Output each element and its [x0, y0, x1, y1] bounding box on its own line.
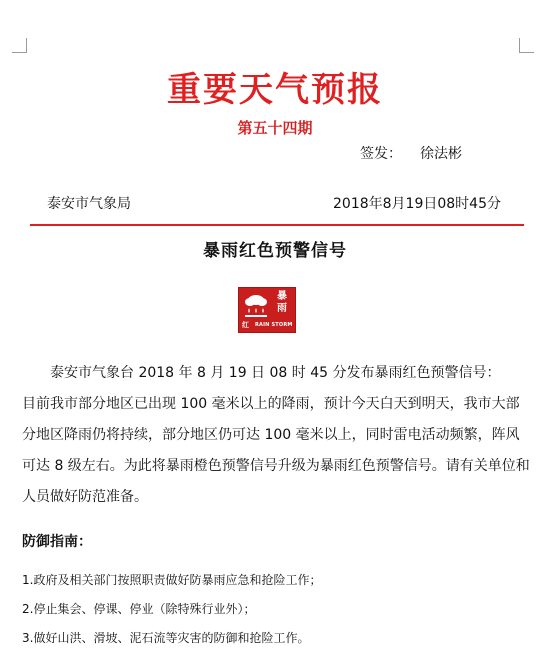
guide-item: 3.做好山洪、滑坡、泥石流等灾害的防御和抢险工作。 — [22, 631, 310, 645]
icon-label-en: RAIN STORM — [255, 322, 293, 328]
rain-cloud-icon — [242, 291, 270, 319]
body-paragraph: 目前我市部分地区已出现 100 毫米以上的降雨，预计今天白天到明天，我市大部分地区降雨仍将持续，部分地区仍可达 100 毫米以上，同时雷电活动频繁，阵风可达 8 级左右。为此将暴雨橙色预警信号升级为暴雨红色预警信号。请有关单位和人员做好防范准备。 — [22, 396, 530, 505]
guide-title: 防御指南： — [22, 534, 92, 550]
crop-mark-top-right — [519, 38, 534, 53]
signer-label: 签发： — [360, 146, 402, 162]
crop-mark-top-left — [12, 38, 27, 53]
issuing-agency: 泰安市气象局 — [47, 196, 131, 212]
issue-number: 第五十四期 — [237, 119, 313, 137]
guide-item: 1.政府及相关部门按照职责做好防暴雨应急和抢险工作； — [22, 573, 322, 587]
signal-title: 暴雨红色预警信号 — [203, 241, 347, 261]
warning-body — [22, 358, 530, 513]
signer-line — [360, 143, 462, 163]
body-paragraph: 泰安市气象台 2018 年 8 月 19 日 08 时 45 分发布暴雨红色预警信号： — [50, 365, 501, 381]
signer-name: 徐法彬 — [420, 146, 462, 162]
document-title: 重要天气预报 — [167, 70, 383, 110]
guide-item: 2.停止集会、停课、停业（除特殊行业外）； — [22, 602, 256, 616]
rainstorm-red-warning-icon — [238, 287, 296, 333]
icon-level-cn: 红 — [242, 321, 249, 329]
issue-datetime: 2018年8月19日08时45分 — [333, 196, 501, 212]
header-divider — [30, 224, 524, 226]
guide-list — [22, 566, 321, 653]
icon-label-cn: 暴雨 — [277, 291, 287, 314]
